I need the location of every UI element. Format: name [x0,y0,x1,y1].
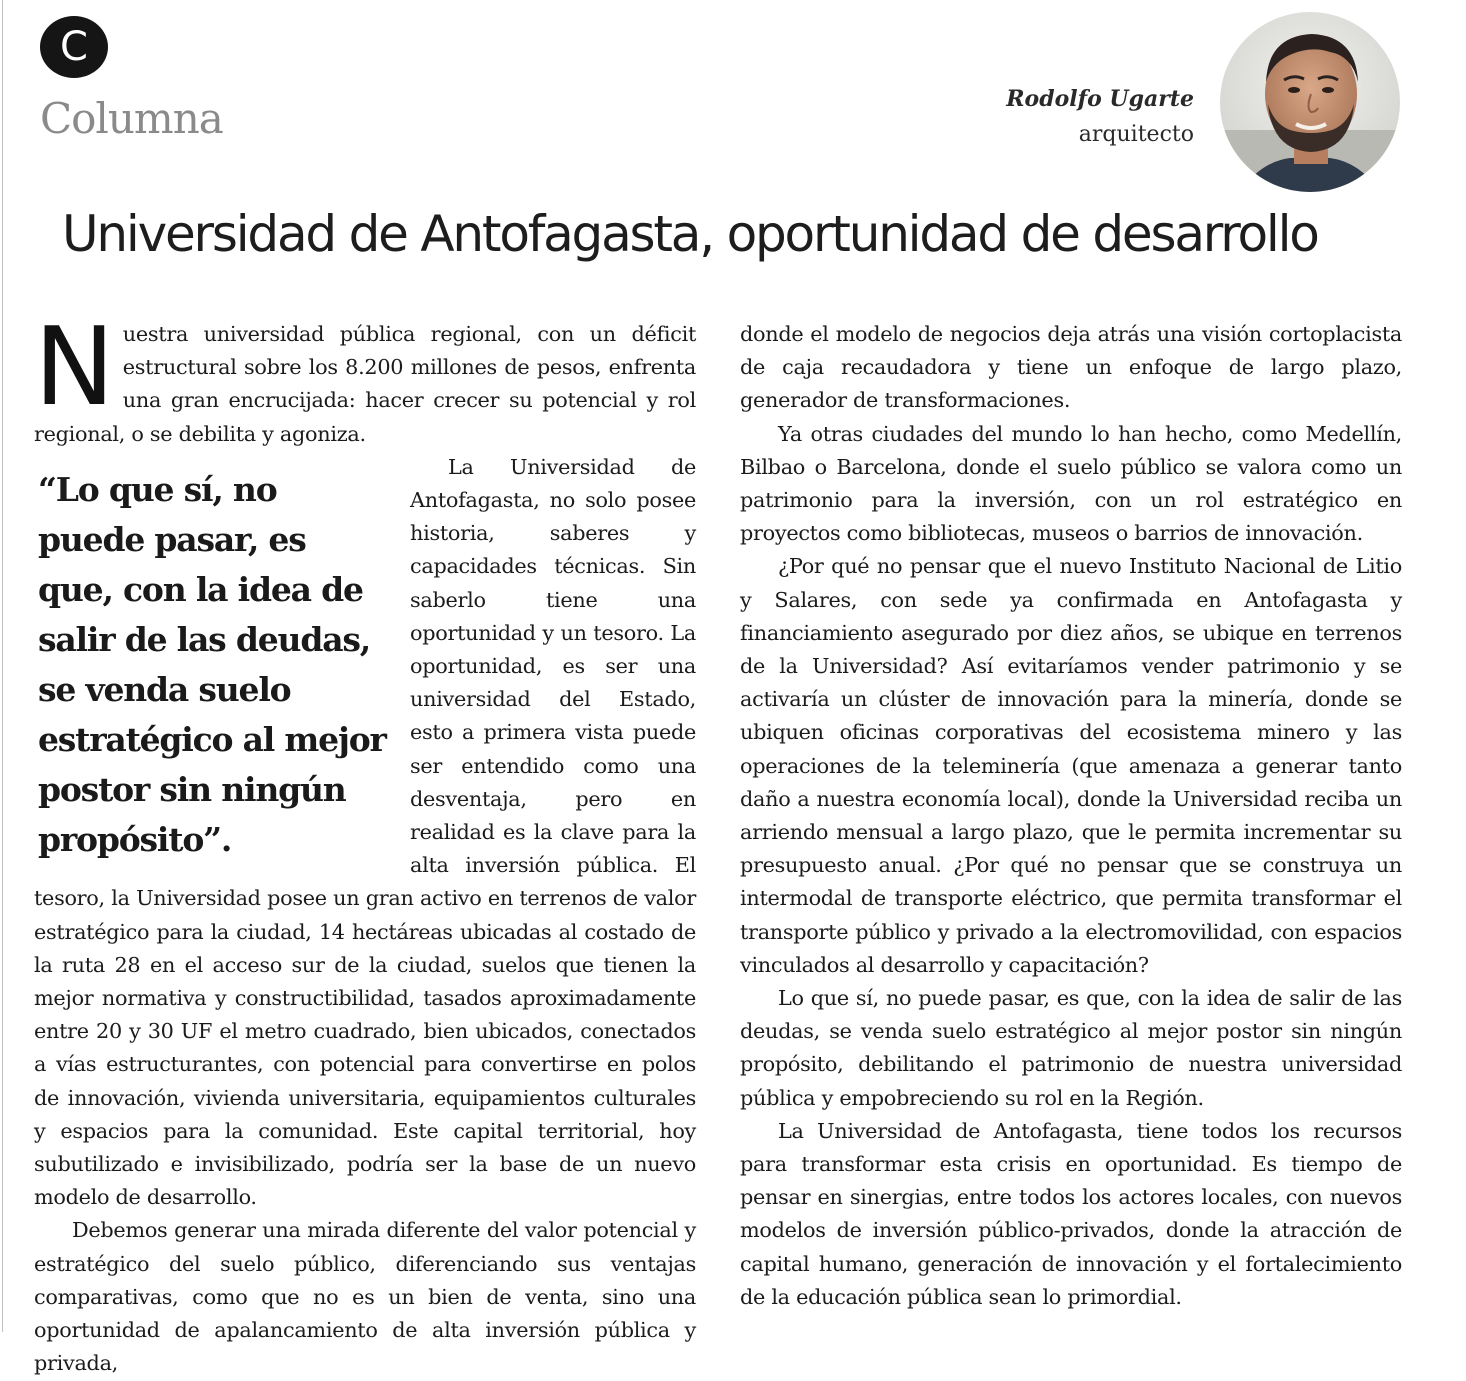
paragraph-6: Lo que sí, no puede pasar, es que, con la idea de salir de las deudas, se venda suelo estratégico al mejor postor sin ningún propósito, debilitando el patrimonio de nuestra universidad pública y empobreciendo su rol en la Región. [740,986,1402,1110]
article-column-right [740,318,1402,1314]
author-portrait-icon [1220,12,1400,192]
paragraph-2 [34,451,696,1215]
paragraph-5: ¿Por qué no pensar que el nuevo Instituto Nacional de Litio y Salares, con sede ya confirmada en Antofagasta y financiamiento asegurado por diez años, se ubique en terrenos de la Universidad? Así evitaríamos vender patrimonio y se activaría un clúster de innovación para la minería, donde se ubiquen oficinas corporativas del ecosistema minero y las operaciones de la teleminería (que amenaza a generar tanto daño a nuestra economía local), donde la Universidad reciba un arriendo mensual a largo plazo, que le permita incrementar su presupuesto anual. ¿Por qué no pensar que se construya un intermodal de transporte eléctrico, que permita transformar el transporte público y privado a la electromovilidad, con espacios vinculados al desarrollo y capacitación? [740,554,1402,977]
section-title: Columna [40,94,223,143]
paragraph-4: Ya otras ciudades del mundo lo han hecho, como Medellín, Bilbao o Barcelona, donde el suelo público se valora como un patrimonio para la inversión, con un rol estratégico en proyectos como bibliotecas, museos o barrios de innovación. [740,421,1402,546]
author-role: arquitecto [1078,122,1194,147]
author-photo [1220,12,1400,192]
paragraph-1-text: uestra universidad pública regional, con un déficit estructural sobre los 8.200 millones de pesos, enfrenta una gran encrucijada: hacer crecer su potencial y rol regional, o se debilita y agoniza. [34,322,696,446]
drop-cap: N [34,305,111,430]
page-edge-rule [2,0,3,1332]
paragraph-2-text: La Universidad de Antofagasta, no solo posee historia, saberes y capacidades técnicas. Sin saberlo tiene una oportunidad y un tesoro. La oportunidad, es ser una universidad del Estado, esto a primera vista puede ser entendido como una desventaja, pero en realidad es la clave para la alta inversión pública. El tesoro, la Universidad posee un gran activo en terrenos de valor estratégico para la ciudad, 14 hectáreas ubicadas al costado de la ruta 28 en el acceso sur de la ciudad, suelos que tienen la mejor normativa y constructibilidad, tasados aproximadamente entre 20 y 30 UF el metro cuadrado, bien ubicados, conectados a vías estructurantes, con potencial para convertirse en polos de innovación, vivienda universitaria, equipamientos culturales y espacios para la comunidad. Este capital territorial, hoy subutilizado e invisibilizado, podría ser la base de un nuevo modelo de desarrollo. [34,454,696,1210]
paragraph-1 [34,305,696,451]
article-column-left [34,305,696,1381]
paragraph-3-continued: donde el modelo de negocios deja atrás una visión cortoplacista de caja recaudadora y tiene un enfoque de largo plazo, generador de transformaciones. [740,322,1402,413]
paragraph-7: La Universidad de Antofagasta, tiene todos los recursos para transformar esta crisis en oportunidad. Es tiempo de pensar en sinergias, entre todos los actores locales, con nuevos modelos de inversión público-privados, donde la atracción de capital humano, generación de innovación y el fortalecimiento de la educación pública sean lo primordial. [740,1118,1402,1309]
section-badge: C [40,16,108,78]
author-name: Rodolfo Ugarte [1006,86,1194,112]
paragraph-3: Debemos generar una mirada diferente del valor potencial y estratégico del suelo público, diferenciando sus ventajas comparativas, como que no es un bien de venta, sino una oportunidad de apalancamiento de alta inversión pública y privada, [34,1218,696,1376]
pull-quote: “Lo que sí, no puede pasar, es que, con la idea de salir de las deudas, se venda suelo estratégico al mejor postor sin ningún propósito”. [38,469,386,859]
headline: Universidad de Antofagasta, oportunidad de desarrollo [62,205,1318,263]
